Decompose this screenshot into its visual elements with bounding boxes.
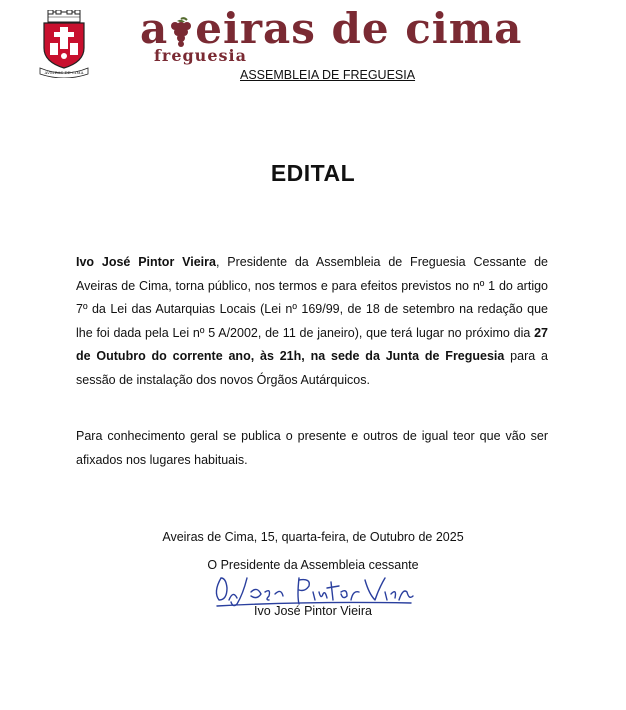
brand-suffix: eiras de cima bbox=[195, 4, 523, 53]
grape-icon bbox=[168, 17, 194, 47]
notice-text-2: para a sessão de instalação dos novos Órgãos Autárquicos. bbox=[76, 349, 548, 387]
signatory-name: Ivo José Pintor Vieira bbox=[254, 604, 372, 618]
meeting-details: 27 de Outubro do corrente ano, às 21h, na sede da Junta de Freguesia bbox=[76, 325, 548, 363]
notice-paragraph bbox=[76, 251, 548, 392]
svg-text:AVEIRAS DE CIMA: AVEIRAS DE CIMA bbox=[44, 70, 84, 75]
brand-prefix: a bbox=[140, 4, 169, 53]
assembly-heading: ASSEMBLEIA DE FREGUESIA bbox=[240, 68, 416, 82]
president-name: Ivo José Pintor Vieira bbox=[76, 255, 216, 269]
letterhead bbox=[0, 0, 626, 90]
date-line: Aveiras de Cima, 15, quarta-feira, de Outubro de 2025 bbox=[162, 530, 464, 544]
brand-subtitle: freguesia bbox=[154, 46, 247, 65]
coat-of-arms-icon bbox=[36, 10, 92, 78]
publication-paragraph: Para conhecimento geral se publica o presente e outros de igual teor que vão ser afixados nos lugares habituais. bbox=[76, 429, 548, 467]
brand-logo bbox=[140, 4, 560, 64]
president-title: O Presidente da Assembleia cessante bbox=[207, 558, 419, 572]
document-title: EDITAL bbox=[270, 160, 356, 186]
notice-text-1: , Presidente da Assembleia de Freguesia Cessante de Aveiras de Cima, torna público, nos termos e para efeitos previstos no nº 1 do artigo 7º da Lei das Autarquias Locais (Lei nº 169/99, de 18 de setembro na redação que lhe foi dada pela Lei nº 5 A/2002, de 11 de janeiro), que terá lugar no próximo dia bbox=[76, 255, 548, 340]
